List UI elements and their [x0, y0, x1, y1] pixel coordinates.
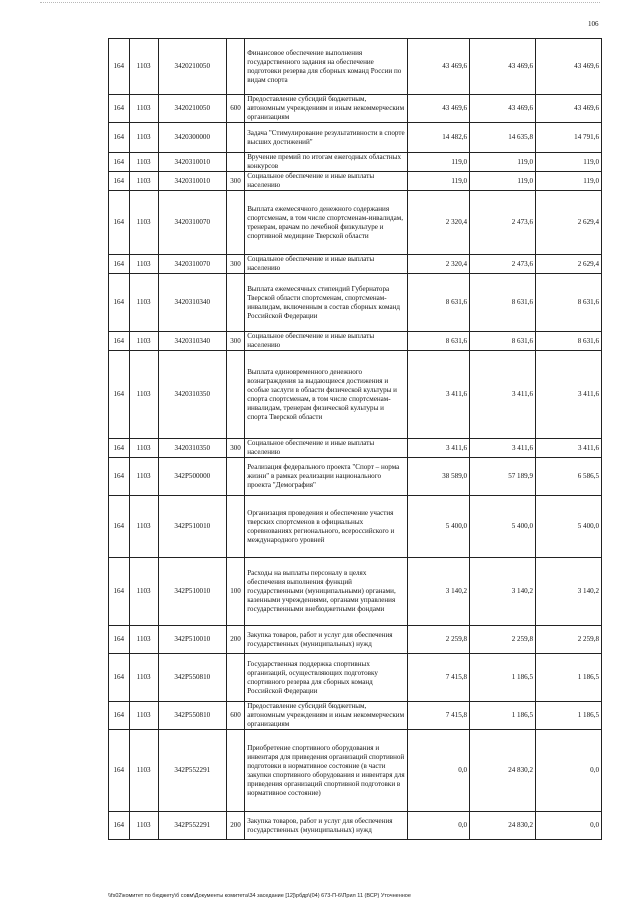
budget-table — [108, 38, 602, 840]
section-code-cell: 1103 — [129, 702, 158, 730]
target-article-cell: 342P510010 — [158, 496, 226, 558]
amount-year3-cell: 0,0 — [536, 812, 602, 840]
amount-year3-cell: 8 631,6 — [536, 274, 602, 332]
amount-year2-cell: 5 400,0 — [470, 496, 536, 558]
amount-year3-cell: 2 259,8 — [536, 626, 602, 654]
amount-year1-cell: 3 140,2 — [408, 558, 470, 626]
expense-type-cell — [226, 458, 244, 496]
section-code-cell: 1103 — [129, 123, 158, 153]
target-article-cell: 3420210050 — [158, 39, 226, 95]
budget-group-cell: 164 — [109, 496, 130, 558]
scan-header-line — [40, 2, 600, 6]
amount-year3-cell: 1 186,5 — [536, 702, 602, 730]
expense-type-cell — [226, 123, 244, 153]
expense-type-cell — [226, 153, 244, 172]
section-code-cell: 1103 — [129, 496, 158, 558]
item-name-cell: Вручение премий по итогам ежегодных областных конкурсов — [245, 153, 408, 172]
expense-type-cell: 300 — [226, 255, 244, 274]
amount-year2-cell: 3 411,6 — [470, 439, 536, 458]
budget-group-cell: 164 — [109, 123, 130, 153]
target-article-cell: 342P500000 — [158, 458, 226, 496]
amount-year3-cell: 8 631,6 — [536, 332, 602, 351]
amount-year1-cell: 2 259,8 — [408, 626, 470, 654]
amount-year2-cell: 8 631,6 — [470, 274, 536, 332]
amount-year3-cell: 43 469,6 — [536, 39, 602, 95]
amount-year1-cell: 43 469,6 — [408, 39, 470, 95]
amount-year3-cell: 14 791,6 — [536, 123, 602, 153]
target-article-cell: 3420310010 — [158, 172, 226, 191]
section-code-cell: 1103 — [129, 351, 158, 439]
item-name-cell: Закупка товаров, работ и услуг для обеспечения государственных (муниципальных) нужд — [245, 626, 408, 654]
item-name-cell: Социальное обеспечение и иные выплаты населению — [245, 255, 408, 274]
amount-year1-cell: 7 415,8 — [408, 702, 470, 730]
expense-type-cell — [226, 730, 244, 812]
target-article-cell: 3420310070 — [158, 255, 226, 274]
target-article-cell: 342P552291 — [158, 730, 226, 812]
item-name-cell: Финансовое обеспечение выполнения государственного задания на обеспечение подготовки резерва для сборных команд России по видам спорта — [245, 39, 408, 95]
expense-type-cell — [226, 496, 244, 558]
amount-year3-cell: 3 411,6 — [536, 351, 602, 439]
expense-type-cell — [226, 351, 244, 439]
expense-type-cell: 300 — [226, 332, 244, 351]
budget-group-cell: 164 — [109, 172, 130, 191]
amount-year3-cell: 1 186,5 — [536, 654, 602, 702]
table-row — [109, 458, 602, 496]
table-row — [109, 730, 602, 812]
budget-group-cell: 164 — [109, 654, 130, 702]
amount-year1-cell: 43 469,6 — [408, 95, 470, 123]
expense-type-cell: 200 — [226, 626, 244, 654]
expense-type-cell: 300 — [226, 172, 244, 191]
expense-type-cell: 600 — [226, 95, 244, 123]
table-row — [109, 496, 602, 558]
budget-group-cell: 164 — [109, 351, 130, 439]
section-code-cell: 1103 — [129, 153, 158, 172]
budget-group-cell: 164 — [109, 702, 130, 730]
amount-year1-cell: 119,0 — [408, 153, 470, 172]
amount-year1-cell: 2 320,4 — [408, 255, 470, 274]
table-row — [109, 153, 602, 172]
section-code-cell: 1103 — [129, 255, 158, 274]
section-code-cell: 1103 — [129, 191, 158, 255]
amount-year2-cell: 8 631,6 — [470, 332, 536, 351]
target-article-cell: 3420310350 — [158, 351, 226, 439]
item-name-cell: Предоставление субсидий бюджетным, автономным учреждениям и иным некоммерческим организациям — [245, 702, 408, 730]
table-row — [109, 191, 602, 255]
expense-type-cell — [226, 39, 244, 95]
expense-type-cell: 100 — [226, 558, 244, 626]
budget-group-cell: 164 — [109, 439, 130, 458]
table-row — [109, 39, 602, 95]
table-row — [109, 255, 602, 274]
amount-year3-cell: 119,0 — [536, 153, 602, 172]
amount-year3-cell: 3 411,6 — [536, 439, 602, 458]
item-name-cell: Выплата ежемесячного денежного содержания спортсменам, в том числе спортсменам-инвалидам, тренерам, врачам по лечебной физкультуре и спортивной медицине Тверской области — [245, 191, 408, 255]
section-code-cell: 1103 — [129, 332, 158, 351]
item-name-cell: Социальное обеспечение и иные выплаты населению — [245, 439, 408, 458]
target-article-cell: 3420300000 — [158, 123, 226, 153]
target-article-cell: 342P552291 — [158, 812, 226, 840]
target-article-cell: 342P550810 — [158, 654, 226, 702]
amount-year1-cell: 5 400,0 — [408, 496, 470, 558]
amount-year2-cell: 24 830,2 — [470, 812, 536, 840]
section-code-cell: 1103 — [129, 730, 158, 812]
amount-year2-cell: 43 469,6 — [470, 39, 536, 95]
amount-year1-cell: 14 482,6 — [408, 123, 470, 153]
amount-year3-cell: 6 586,5 — [536, 458, 602, 496]
item-name-cell: Приобретение спортивного оборудования и инвентаря для приведения организаций спортивной подготовки в нормативное состояние (в части закупки спортивного оборудования и инвентаря для приведения организаций спортивной подготовки в нормативное состояние) — [245, 730, 408, 812]
expense-type-cell: 300 — [226, 439, 244, 458]
budget-group-cell: 164 — [109, 39, 130, 95]
item-name-cell: Государственная поддержка спортивных организаций, осуществляющих подготовку спортивного резерва для сборных команд Российской Федерации — [245, 654, 408, 702]
target-article-cell: 342P550810 — [158, 702, 226, 730]
expense-type-cell — [226, 191, 244, 255]
amount-year1-cell: 3 411,6 — [408, 439, 470, 458]
amount-year3-cell: 0,0 — [536, 730, 602, 812]
table-row — [109, 332, 602, 351]
table-row — [109, 123, 602, 153]
item-name-cell: Задача "Стимулирование результативности в спорте высших достижений" — [245, 123, 408, 153]
budget-group-cell: 164 — [109, 812, 130, 840]
budget-group-cell: 164 — [109, 255, 130, 274]
item-name-cell: Организация проведения и обеспечение участия тверских спортсменов в официальных соревнованиях регионального, всероссийского и международного уровней — [245, 496, 408, 558]
amount-year1-cell: 38 589,0 — [408, 458, 470, 496]
budget-group-cell: 164 — [109, 274, 130, 332]
amount-year2-cell: 14 635,8 — [470, 123, 536, 153]
amount-year2-cell: 57 189,9 — [470, 458, 536, 496]
amount-year1-cell: 8 631,6 — [408, 332, 470, 351]
item-name-cell: Социальное обеспечение и иные выплаты населению — [245, 332, 408, 351]
page-number: 106 — [588, 20, 599, 28]
amount-year2-cell: 3 140,2 — [470, 558, 536, 626]
amount-year2-cell: 24 830,2 — [470, 730, 536, 812]
amount-year1-cell: 119,0 — [408, 172, 470, 191]
amount-year2-cell: 43 469,6 — [470, 95, 536, 123]
amount-year2-cell: 3 411,6 — [470, 351, 536, 439]
section-code-cell: 1103 — [129, 439, 158, 458]
amount-year2-cell: 2 473,6 — [470, 255, 536, 274]
target-article-cell: 342P510010 — [158, 558, 226, 626]
table-row — [109, 439, 602, 458]
item-name-cell: Реализация федерального проекта "Спорт – норма жизни" в рамках реализации национального проекта "Демография" — [245, 458, 408, 496]
budget-group-cell: 164 — [109, 730, 130, 812]
amount-year3-cell: 119,0 — [536, 172, 602, 191]
section-code-cell: 1103 — [129, 95, 158, 123]
amount-year3-cell: 5 400,0 — [536, 496, 602, 558]
budget-group-cell: 164 — [109, 458, 130, 496]
amount-year2-cell: 1 186,5 — [470, 702, 536, 730]
target-article-cell: 3420310070 — [158, 191, 226, 255]
table-row — [109, 95, 602, 123]
target-article-cell: 3420210050 — [158, 95, 226, 123]
section-code-cell: 1103 — [129, 39, 158, 95]
expense-type-cell: 200 — [226, 812, 244, 840]
item-name-cell: Расходы на выплаты персоналу в целях обеспечения выполнения функций государственными (муниципальными) органами, казенными учреждениями, органами управления государственными внебюджетными фондами — [245, 558, 408, 626]
amount-year2-cell: 1 186,5 — [470, 654, 536, 702]
item-name-cell: Социальное обеспечение и иные выплаты населению — [245, 172, 408, 191]
amount-year1-cell: 7 415,8 — [408, 654, 470, 702]
budget-group-cell: 164 — [109, 191, 130, 255]
amount-year2-cell: 119,0 — [470, 153, 536, 172]
file-path-footer: \\fs02\комитет по бюджету\б совм\Документы комитета\34 заседание [12]\рбдр\(04) 673-П-6\Прил 11 (ВСР) Уточненное — [108, 893, 411, 899]
amount-year3-cell: 43 469,6 — [536, 95, 602, 123]
budget-group-cell: 164 — [109, 153, 130, 172]
section-code-cell: 1103 — [129, 274, 158, 332]
target-article-cell: 3420310350 — [158, 439, 226, 458]
expense-type-cell — [226, 654, 244, 702]
amount-year3-cell: 2 629,4 — [536, 255, 602, 274]
amount-year1-cell: 2 320,4 — [408, 191, 470, 255]
expense-type-cell: 600 — [226, 702, 244, 730]
budget-group-cell: 164 — [109, 558, 130, 626]
amount-year1-cell: 8 631,6 — [408, 274, 470, 332]
item-name-cell: Выплата единовременного денежного вознаграждения за выдающиеся достижения и особые заслуги в области физической культуры и спорта спортсменам, в том числе спортсменам-инвалидам, тренерам физической культуры и спорта Тверской области — [245, 351, 408, 439]
item-name-cell: Предоставление субсидий бюджетным, автономным учреждениям и иным некоммерческим организациям — [245, 95, 408, 123]
item-name-cell: Закупка товаров, работ и услуг для обеспечения государственных (муниципальных) нужд — [245, 812, 408, 840]
amount-year1-cell: 3 411,6 — [408, 351, 470, 439]
section-code-cell: 1103 — [129, 458, 158, 496]
table-row — [109, 351, 602, 439]
section-code-cell: 1103 — [129, 558, 158, 626]
section-code-cell: 1103 — [129, 812, 158, 840]
target-article-cell: 3420310340 — [158, 332, 226, 351]
amount-year2-cell: 2 259,8 — [470, 626, 536, 654]
table-row — [109, 626, 602, 654]
target-article-cell: 3420310010 — [158, 153, 226, 172]
budget-group-cell: 164 — [109, 332, 130, 351]
table-row — [109, 172, 602, 191]
target-article-cell: 342P510010 — [158, 626, 226, 654]
table-row — [109, 702, 602, 730]
amount-year1-cell: 0,0 — [408, 812, 470, 840]
budget-group-cell: 164 — [109, 626, 130, 654]
expense-type-cell — [226, 274, 244, 332]
item-name-cell: Выплата ежемесячных стипендий Губернатора Тверской области спортсменам, спортсменам-инвалидам, включенным в состав сборных команд Российской Федерации — [245, 274, 408, 332]
target-article-cell: 3420310340 — [158, 274, 226, 332]
table-row — [109, 274, 602, 332]
amount-year1-cell: 0,0 — [408, 730, 470, 812]
table-row — [109, 558, 602, 626]
amount-year3-cell: 3 140,2 — [536, 558, 602, 626]
table-row — [109, 812, 602, 840]
section-code-cell: 1103 — [129, 626, 158, 654]
table-row — [109, 654, 602, 702]
amount-year3-cell: 2 629,4 — [536, 191, 602, 255]
amount-year2-cell: 2 473,6 — [470, 191, 536, 255]
section-code-cell: 1103 — [129, 172, 158, 191]
amount-year2-cell: 119,0 — [470, 172, 536, 191]
budget-group-cell: 164 — [109, 95, 130, 123]
section-code-cell: 1103 — [129, 654, 158, 702]
